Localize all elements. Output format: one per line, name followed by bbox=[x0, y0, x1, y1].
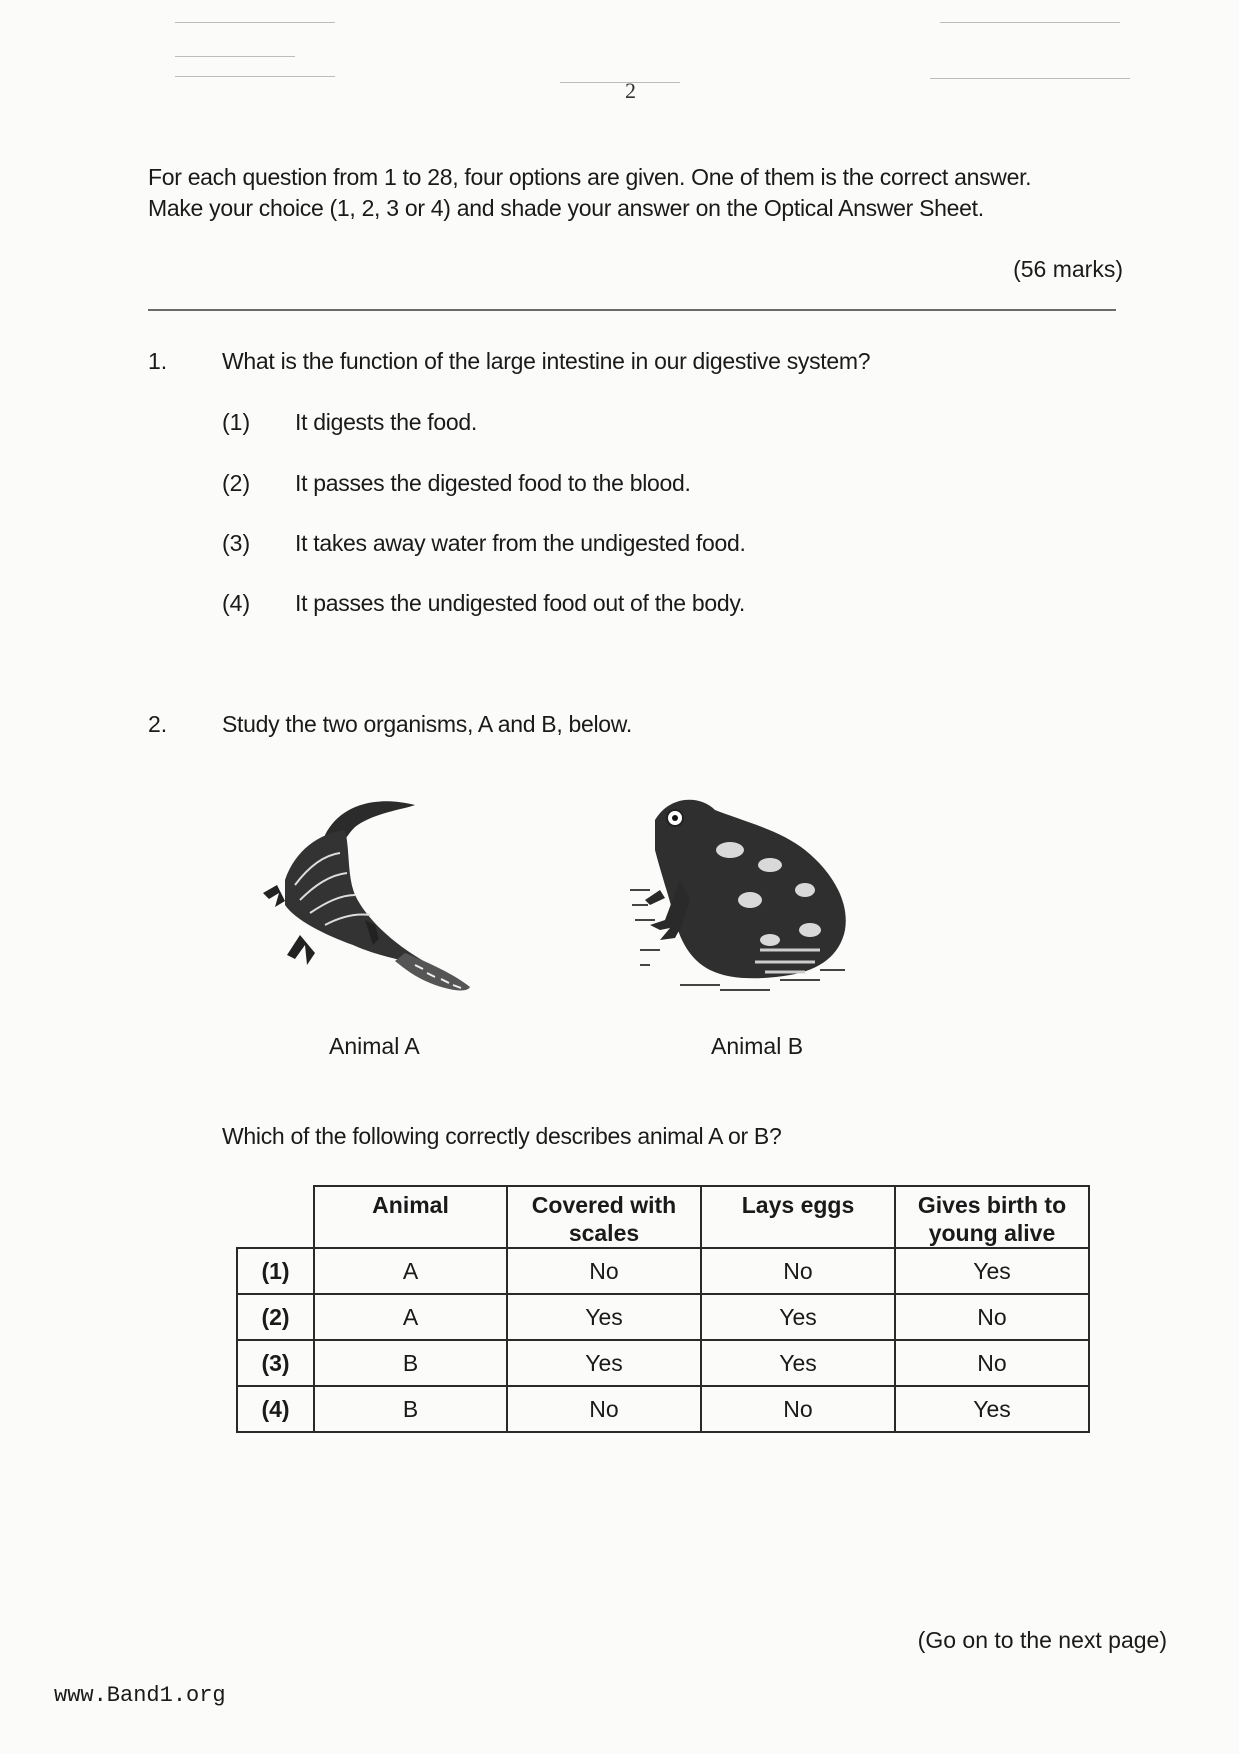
frog-illustration bbox=[620, 790, 860, 1005]
cell-eggs: No bbox=[701, 1248, 895, 1294]
instructions-line-1: For each question from 1 to 28, four options are given. One of them is the correct answer. bbox=[148, 164, 1032, 190]
cell-scales: No bbox=[507, 1386, 701, 1432]
animal-a-caption: Animal A bbox=[329, 1033, 420, 1059]
scan-artifact bbox=[560, 82, 680, 83]
scan-artifact bbox=[930, 78, 1130, 79]
total-marks: (56 marks) bbox=[1013, 256, 1123, 282]
cell-birth: No bbox=[895, 1294, 1089, 1340]
q1-option-3-text: It takes away water from the undigested food. bbox=[295, 530, 746, 556]
q1-option-4-text: It passes the undigested food out of the body. bbox=[295, 590, 745, 616]
scan-artifact bbox=[175, 76, 335, 77]
question-2-text: Study the two organisms, A and B, below. bbox=[222, 711, 632, 737]
website-footer: www.Band1.org bbox=[54, 1683, 226, 1708]
question-1-number: 1. bbox=[148, 348, 168, 374]
table-row bbox=[237, 1340, 1089, 1386]
table-header-row bbox=[237, 1186, 1089, 1248]
q1-option-4-label: (4) bbox=[222, 590, 251, 616]
cell-animal: B bbox=[314, 1386, 507, 1432]
q1-option-2-label: (2) bbox=[222, 470, 251, 496]
q1-option-1-text: It digests the food. bbox=[295, 409, 477, 435]
question-2-prompt: Which of the following correctly describes animal A or B? bbox=[222, 1123, 782, 1149]
row-option: (3) bbox=[237, 1340, 314, 1386]
question-1-text: What is the function of the large intestine in our digestive system? bbox=[222, 348, 871, 374]
scan-artifact bbox=[175, 22, 335, 23]
header-birth-label: Gives birth to young alive bbox=[917, 1192, 1067, 1246]
header-scales bbox=[507, 1186, 701, 1248]
row-option: (1) bbox=[237, 1248, 314, 1294]
cell-scales: Yes bbox=[507, 1294, 701, 1340]
header-animal: Animal bbox=[314, 1186, 507, 1248]
page-number: 2 bbox=[625, 78, 636, 103]
cell-animal: A bbox=[314, 1294, 507, 1340]
next-page-note: (Go on to the next page) bbox=[917, 1627, 1167, 1653]
cell-animal: A bbox=[314, 1248, 507, 1294]
question-2-number: 2. bbox=[148, 711, 168, 737]
scan-artifact bbox=[940, 22, 1120, 23]
answer-table bbox=[236, 1185, 1090, 1433]
divider bbox=[148, 309, 1116, 311]
animal-b-caption: Animal B bbox=[711, 1033, 804, 1059]
table-row bbox=[237, 1386, 1089, 1432]
cell-scales: No bbox=[507, 1248, 701, 1294]
q1-option-3-label: (3) bbox=[222, 530, 251, 556]
instructions bbox=[148, 162, 1138, 224]
row-option: (4) bbox=[237, 1386, 314, 1432]
cell-eggs: Yes bbox=[701, 1294, 895, 1340]
crocodile-illustration bbox=[255, 795, 480, 1000]
cell-animal: B bbox=[314, 1340, 507, 1386]
header-scales-label: Covered with scales bbox=[531, 1192, 677, 1246]
scan-artifact bbox=[175, 56, 295, 57]
table-row bbox=[237, 1248, 1089, 1294]
table-row bbox=[237, 1294, 1089, 1340]
header-eggs: Lays eggs bbox=[701, 1186, 895, 1248]
cell-scales: Yes bbox=[507, 1340, 701, 1386]
cell-eggs: No bbox=[701, 1386, 895, 1432]
header-birth bbox=[895, 1186, 1089, 1248]
row-option: (2) bbox=[237, 1294, 314, 1340]
cell-birth: Yes bbox=[895, 1386, 1089, 1432]
cell-birth: Yes bbox=[895, 1248, 1089, 1294]
header-blank-cell bbox=[237, 1186, 314, 1248]
instructions-line-2: Make your choice (1, 2, 3 or 4) and shade your answer on the Optical Answer Sheet. bbox=[148, 195, 984, 221]
q1-option-2-text: It passes the digested food to the blood. bbox=[295, 470, 691, 496]
cell-eggs: Yes bbox=[701, 1340, 895, 1386]
cell-birth: No bbox=[895, 1340, 1089, 1386]
q1-option-1-label: (1) bbox=[222, 409, 251, 435]
